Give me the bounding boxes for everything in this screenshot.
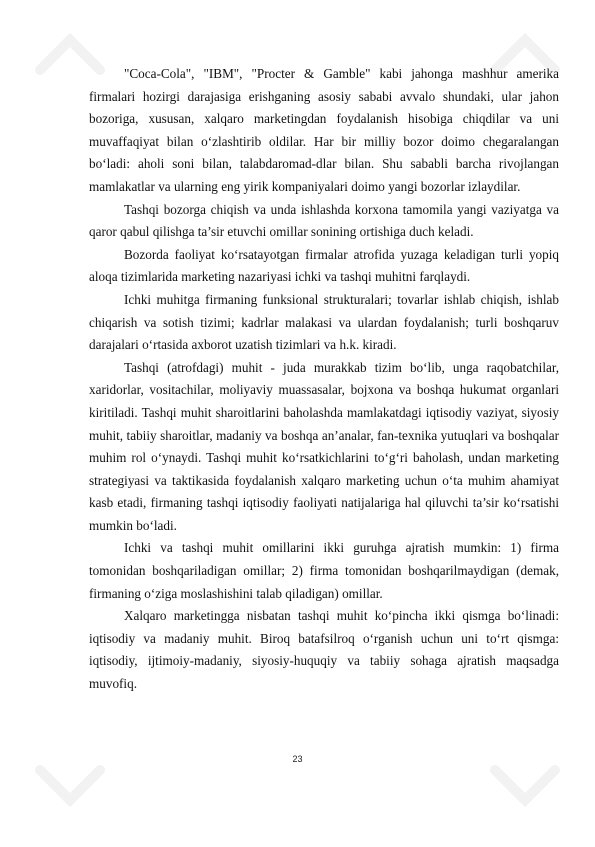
paragraph: Ichki muhitga firmaning funksional strukturalari; tovarlar ishlab chiqish, ishlab chiqarish va sotish tizimi; kadrlar malakasi va ulardan foydalanish; turli boshqaruv darajalari o‘rtasida axborot uzatish tizimlari va h.k. kiradi. (89, 291, 559, 353)
paragraph: Tashqi (atrofdagi) muhit - juda murakkab tizim bo‘lib, unga raqobatchilar, xaridorlar, vositachilar, moliyaviy muassasalar, bojxona va boshqa hukumat organlari kiritiladi. Tashqi muhit sharoitlarini baholashda mamlakatdagi iqtisodiy vaziyat, siyosiy muhit, tabiiy sharoitlar, madaniy va boshqa an’analar, fan-texnika yutuqlari va boshqalar muhim rol o‘ynaydi. Tashqi muhit ko‘rsatkichlarini to‘g‘ri baholash, undan marketing strategiyasi va taktikasida foydalanish xalqaro marketing uchun o‘ta muhim ahamiyat kasb etadi, firmaning tashqi iqtisodiy faoliyati natijalariga hal qiluvchi ta’sir ko‘rsatishi mumkin bo‘ladi. (89, 359, 559, 533)
paragraph: "Coca-Cola", "IBM", "Procter & Gamble" kabi jahonga mashhur amerika firmalari hozirgi darajasiga erishganing asosiy sababi avvalo shundaki, ular jahon bozoriga, xususan, xalqaro marketingdan foydalanish hisobiga chiqdilar va uni muvaffaqiyat bilan o‘zlashtirib oldilar. Har bir milliy bozor doimo chegaralangan bo‘ladi: aholi soni bilan, talabdaromad-dlar bilan. Shu sababli barcha rivojlangan mamlakatlar va ularning eng yirik kompaniyalari doimo yangi bozorlar izlaydilar. (89, 66, 559, 194)
paragraph: Ichki va tashqi muhit omillarini ikki guruhga ajratish mumkin: 1) firma tomonidan boshqariladigan omillar; 2) firma tomonidan boshqarilmaydigan (demak, firmaning o‘ziga moslashishini talab qiladigan) omillar. (89, 540, 559, 601)
document-body (89, 63, 559, 696)
paragraph: Bozorda faoliyat ko‘rsatayotgan firmalar atrofida yuzaga keladigan turli yopiq aloqa tizimlarida marketing nazariyasi ichki va tashqi muhitni farqlaydi. (89, 246, 559, 285)
paragraph: Xalqaro marketingga nisbatan tashqi muhit ko‘pincha ikki qismga bo‘linadi: iqtisodiy va madaniy muhit. Biroq batafsilroq o‘rganish uchun uni to‘rt qismga: iqtisodiy, ijtimoiy-madaniy, siyosiy-huquqiy va tabiiy sohaga ajratish maqsadga muvofiq. (89, 608, 559, 692)
page-number: 23 (292, 754, 303, 764)
paragraph: Tashqi bozorga chiqish va unda ishlashda korxona tamomila yangi vaziyatga va qaror qabul qilishga ta’sir etuvchi omillar sonining ortishiga duch keladi. (89, 201, 559, 240)
